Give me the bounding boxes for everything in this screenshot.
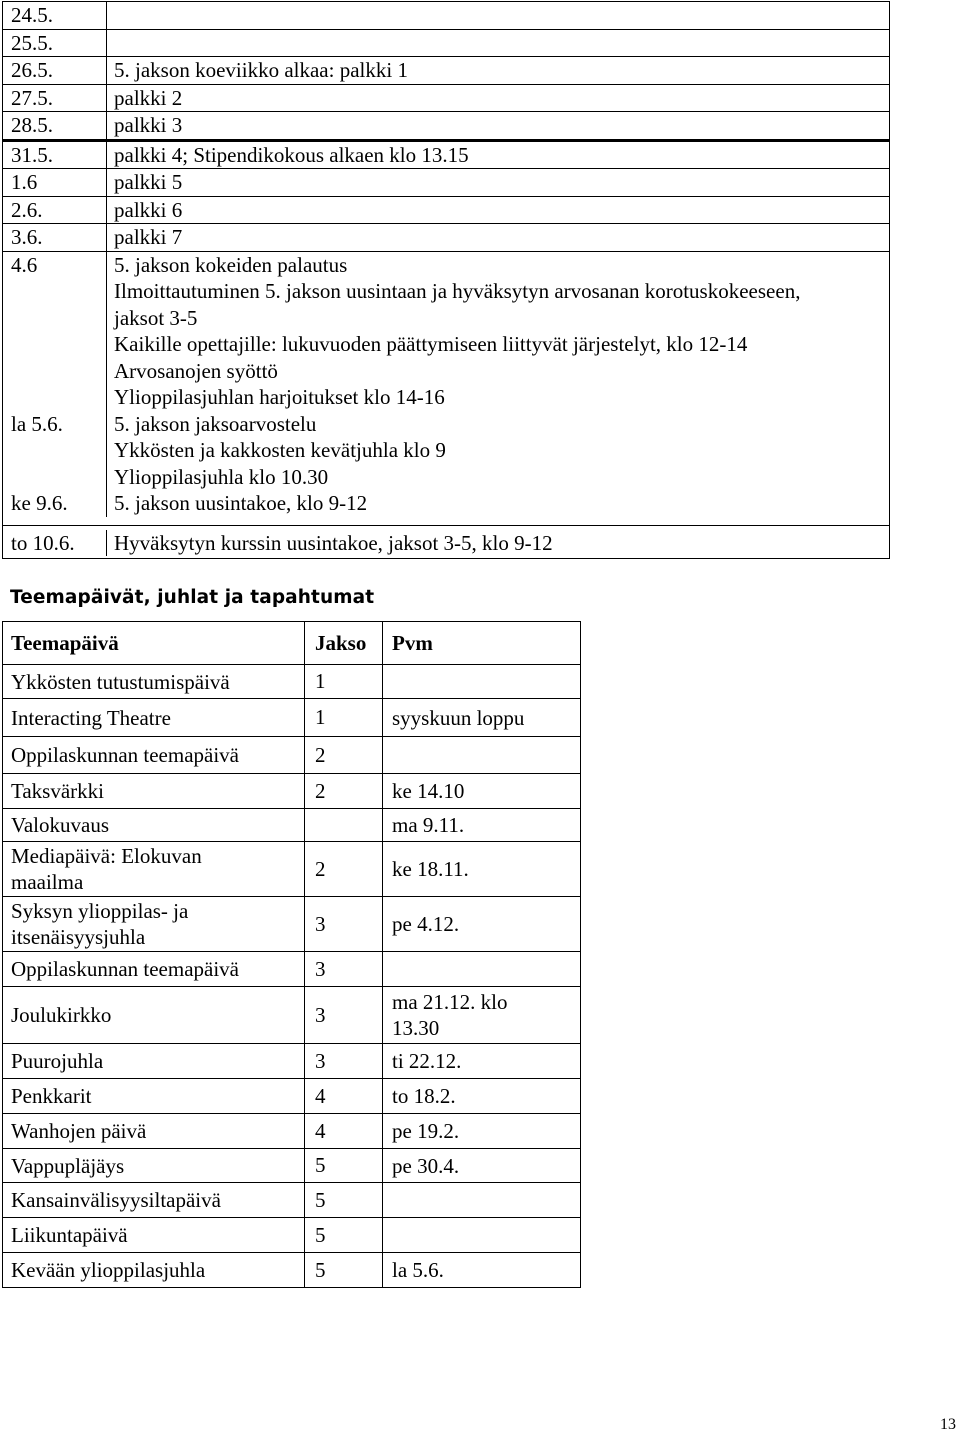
schedule-date-text: 28.5. [11, 113, 53, 137]
schedule-row [3, 56, 889, 84]
theme-date-cell [383, 952, 580, 986]
schedule-event [107, 169, 889, 196]
theme-name: Oppilaskunnan teemapäivä [11, 957, 240, 981]
theme-period: 2 [305, 737, 383, 773]
schedule-event [107, 112, 889, 139]
theme-table-header [3, 622, 580, 664]
schedule-event-line: Ykkösten ja kakkosten kevätjuhla klo 9 [114, 438, 446, 462]
theme-date: ti 22.12. [392, 1049, 462, 1073]
theme-row [3, 1217, 580, 1252]
schedule-event-line [114, 30, 889, 57]
theme-row [3, 698, 580, 736]
schedule-date [3, 142, 107, 169]
theme-row [3, 841, 580, 896]
schedule-row [3, 490, 889, 525]
schedule-row [3, 29, 889, 57]
theme-name: Syksyn ylioppilas- ja [11, 899, 189, 923]
schedule-event-line: 5. jakson jaksoarvostelu [114, 411, 317, 436]
schedule-date-text: la 5.6. [11, 411, 63, 436]
schedule-date [3, 30, 107, 57]
schedule-date [3, 224, 107, 251]
theme-name-cell [3, 1149, 305, 1182]
theme-name: Joulukirkko [11, 1003, 112, 1027]
theme-period: 3 [305, 952, 383, 986]
theme-date: pe 19.2. [392, 1119, 460, 1143]
schedule-date-text: 24.5. [11, 3, 53, 27]
theme-name: Mediapäivä: Elokuvan [11, 844, 202, 868]
theme-name: Kevään ylioppilasjuhla [11, 1258, 206, 1282]
theme-name-cell [3, 1044, 305, 1078]
theme-date-cell [383, 1149, 580, 1182]
schedule-date [3, 411, 107, 491]
schedule-event-line: 5. jakson koeviikko alkaa: palkki 1 [114, 58, 408, 82]
theme-name-cell [3, 665, 305, 698]
theme-name-cell [3, 1218, 305, 1252]
schedule-date [3, 169, 107, 196]
theme-row [3, 896, 580, 951]
theme-row [3, 951, 580, 986]
theme-name: Interacting Theatre [11, 705, 171, 730]
theme-date-cell [383, 1218, 580, 1252]
theme-name-cell [3, 1114, 305, 1148]
theme-name: Vappupläjäys [11, 1153, 125, 1178]
theme-date: ma 9.11. [392, 813, 465, 837]
theme-period: 2 [305, 842, 383, 896]
theme-date-cell [383, 1079, 580, 1113]
schedule-event-line: Hyväksytyn kurssin uusintakoe, jaksot 3-5, klo 9-12 [114, 530, 553, 555]
theme-row [3, 808, 580, 841]
theme-name: Valokuvaus [11, 813, 109, 837]
theme-date-cell [383, 1114, 580, 1148]
theme-name: Oppilaskunnan teemapäivä [11, 743, 240, 767]
schedule-event [107, 30, 889, 57]
theme-date-cell [383, 1044, 580, 1078]
theme-period: 1 [305, 665, 383, 698]
theme-row [3, 1113, 580, 1148]
page-number: 13 [940, 1416, 956, 1433]
theme-name: Kansainvälisyysiltapäivä [11, 1188, 221, 1212]
schedule-event [107, 85, 889, 112]
schedule-row [3, 223, 889, 251]
theme-date-cell [383, 897, 580, 951]
theme-date: to 18.2. [392, 1084, 456, 1108]
theme-period: 5 [305, 1253, 383, 1287]
theme-period: 2 [305, 774, 383, 808]
schedule-date-text: 1.6 [11, 170, 38, 194]
schedule-event-line: palkki 6 [114, 197, 183, 222]
theme-name-cell [3, 1079, 305, 1113]
schedule-row [3, 251, 889, 411]
theme-period: 1 [305, 699, 383, 736]
theme-date-cell [383, 1253, 580, 1287]
schedule-event [107, 57, 889, 84]
schedule-row [3, 2, 889, 29]
header-theme-day: Teemapäivä [3, 622, 305, 664]
schedule-event-line: Ilmoittautuminen 5. jakson uusintaan ja hyväksytyn arvosanan korotuskokeeseen, [114, 279, 801, 303]
schedule-event-line: palkki 4; Stipendikokous alkaen klo 13.15 [114, 142, 469, 167]
theme-date: pe 4.12. [392, 912, 460, 936]
theme-name: Liikuntapäivä [11, 1223, 128, 1247]
theme-name-cell [3, 987, 305, 1043]
schedule-row [3, 168, 889, 196]
theme-row [3, 986, 580, 1043]
theme-name-cell [3, 699, 305, 736]
theme-name: maailma [11, 870, 84, 894]
theme-date-cell [383, 699, 580, 736]
theme-row [3, 1148, 580, 1182]
theme-date: ke 14.10 [392, 779, 465, 803]
theme-row [3, 664, 580, 698]
theme-date: 13.30 [392, 1016, 440, 1040]
theme-name: Puurojuhla [11, 1049, 104, 1073]
theme-row [3, 736, 580, 773]
schedule-row [3, 111, 889, 139]
schedule-event [107, 490, 889, 517]
schedule-date-text: 27.5. [11, 85, 53, 110]
schedule-date [3, 57, 107, 84]
theme-row [3, 1078, 580, 1113]
schedule-row [3, 525, 889, 559]
schedule-date-text: 26.5. [11, 58, 53, 82]
schedule-date [3, 490, 107, 517]
theme-row [3, 773, 580, 808]
theme-date-cell [383, 809, 580, 841]
theme-date-cell [383, 842, 580, 896]
theme-date: ma 21.12. klo [392, 990, 508, 1014]
schedule-row [3, 139, 889, 169]
theme-date-cell [383, 774, 580, 808]
schedule-event [107, 411, 889, 491]
theme-name: itsenäisyysjuhla [11, 925, 146, 949]
header-date: Pvm [392, 630, 433, 655]
theme-name: Wanhojen päivä [11, 1119, 147, 1143]
header-period: Jakso [305, 622, 383, 664]
theme-row [3, 1182, 580, 1217]
theme-date: la 5.6. [392, 1258, 444, 1282]
theme-date-cell [383, 1183, 580, 1217]
theme-date: syyskuun loppu [392, 705, 525, 730]
schedule-event-line [114, 2, 889, 29]
schedule-event-line: palkki 5 [114, 170, 183, 194]
schedule-event [107, 224, 889, 251]
theme-date-cell [383, 987, 580, 1043]
schedule-date-text: 2.6. [11, 197, 43, 222]
theme-day-table [2, 621, 581, 1288]
theme-name-cell [3, 1183, 305, 1217]
theme-period: 5 [305, 1149, 383, 1182]
theme-name: Ykkösten tutustumispäivä [11, 669, 230, 694]
theme-name: Penkkarit [11, 1084, 92, 1108]
theme-period: 3 [305, 897, 383, 951]
theme-period: 5 [305, 1183, 383, 1217]
theme-period: 4 [305, 1079, 383, 1113]
schedule-date-text: to 10.6. [11, 530, 75, 555]
schedule-event-line: 5. jakson uusintakoe, klo 9-12 [114, 491, 368, 515]
schedule-date [3, 252, 107, 411]
theme-date-cell [383, 737, 580, 773]
theme-date: pe 30.4. [392, 1153, 460, 1178]
schedule-date-text: ke 9.6. [11, 491, 68, 515]
schedule-event-line: palkki 3 [114, 113, 183, 137]
theme-period: 3 [305, 987, 383, 1043]
schedule-event-line: Kaikille opettajille: lukuvuoden päättymiseen liittyvät järjestelyt, klo 12-14 [114, 332, 748, 356]
schedule-date [3, 2, 107, 29]
theme-period [305, 809, 383, 841]
theme-period: 5 [305, 1218, 383, 1252]
schedule-event [107, 252, 889, 411]
schedule-date [3, 530, 107, 557]
schedule-event-line: Ylioppilasjuhla klo 10.30 [114, 464, 329, 489]
theme-name-cell [3, 737, 305, 773]
theme-period: 4 [305, 1114, 383, 1148]
schedule-table [2, 1, 890, 559]
schedule-date-text: 3.6. [11, 225, 43, 249]
schedule-row [3, 196, 889, 224]
schedule-event-line: 5. jakson kokeiden palautus [114, 252, 348, 277]
schedule-date-text: 4.6 [11, 252, 38, 277]
theme-name-cell [3, 952, 305, 986]
theme-name-cell [3, 809, 305, 841]
schedule-event [107, 530, 889, 557]
schedule-row [3, 84, 889, 112]
theme-name: Taksvärkki [11, 779, 105, 803]
schedule-event-line: Ylioppilasjuhlan harjoitukset klo 14-16 [114, 385, 445, 409]
section-heading: Teemapäivät, juhlat ja tapahtumat [10, 587, 375, 608]
theme-row [3, 1252, 580, 1287]
schedule-event-line: palkki 2 [114, 85, 183, 110]
schedule-date-text: 31.5. [11, 142, 53, 167]
theme-row [3, 1043, 580, 1078]
schedule-row [3, 411, 889, 491]
schedule-event-line: palkki 7 [114, 225, 183, 249]
theme-name-cell [3, 1253, 305, 1287]
theme-name-cell [3, 897, 305, 951]
theme-date: ke 18.11. [392, 857, 469, 881]
schedule-date [3, 112, 107, 139]
theme-name-cell [3, 842, 305, 896]
theme-date-cell [383, 665, 580, 698]
schedule-event-line: jaksot 3-5 [114, 305, 198, 330]
schedule-event [107, 197, 889, 224]
schedule-date-text: 25.5. [11, 30, 53, 55]
schedule-date [3, 197, 107, 224]
schedule-event-line: Arvosanojen syöttö [114, 358, 278, 383]
theme-name-cell [3, 774, 305, 808]
theme-period: 3 [305, 1044, 383, 1078]
schedule-date [3, 85, 107, 112]
schedule-event [107, 2, 889, 29]
schedule-event [107, 142, 889, 169]
